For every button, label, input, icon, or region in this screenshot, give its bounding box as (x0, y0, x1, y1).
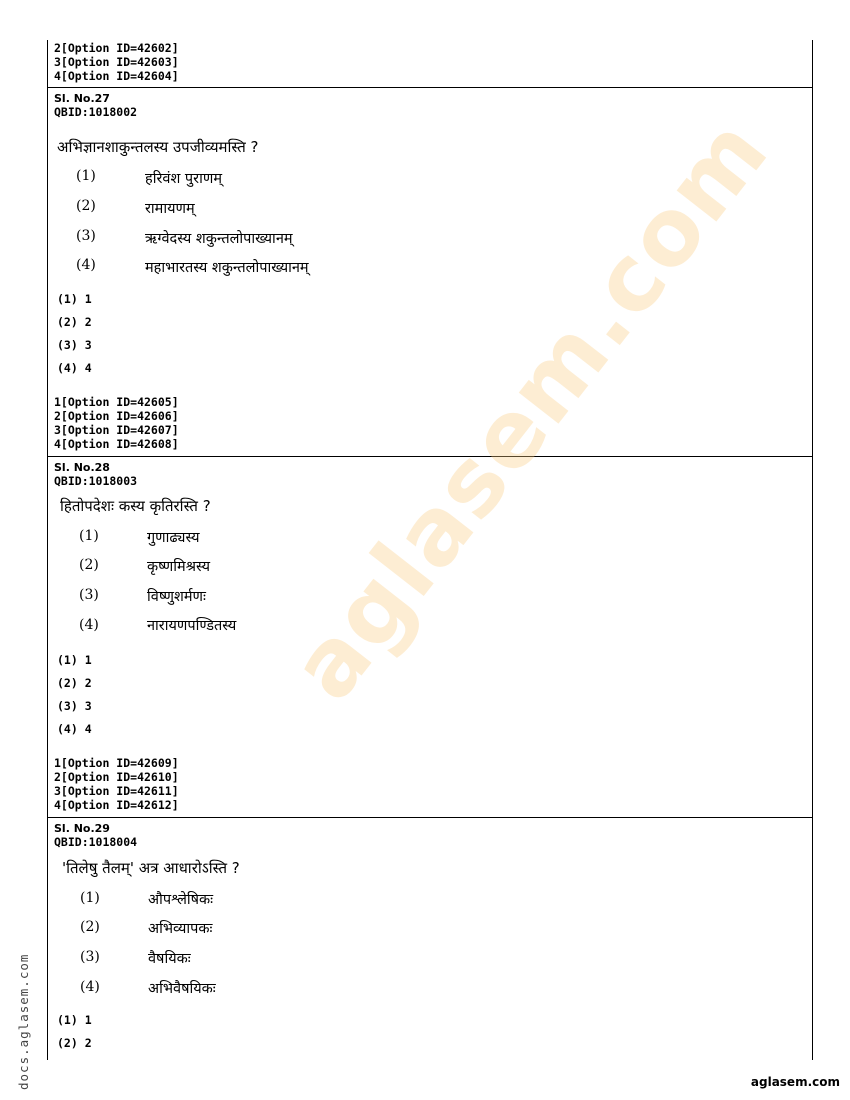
choice-text: हरिवंश पुराणम् (145, 171, 222, 187)
option-id-list (54, 41, 179, 83)
option-id: 1[Option ID=42609] (54, 756, 179, 770)
choice-number: (1) (79, 528, 99, 544)
question-text: अभिज्ञानशाकुन्तलस्य उपजीव्यमस्ति ? (57, 138, 259, 156)
divider (47, 817, 812, 818)
choice-number: (4) (80, 979, 100, 995)
choice-number: (3) (80, 949, 100, 965)
answer-option: (2) 2 (57, 1036, 92, 1050)
choice-text: अभिव्यापकः (148, 921, 213, 937)
choice-number: (4) (76, 257, 96, 273)
choice-text: ऋग्वेदस्य शकुन्तलोपाख्यानम् (145, 231, 293, 247)
option-id: 4[Option ID=42608] (54, 437, 179, 451)
choice-text: नारायणपण्डितस्य (147, 618, 237, 634)
choice-number: (1) (76, 168, 96, 184)
answer-option: (2) 2 (57, 676, 92, 690)
divider (47, 87, 812, 88)
option-id: 4[Option ID=42604] (54, 69, 179, 83)
answer-option: (2) 2 (57, 315, 92, 329)
choice-text: गुणाढ्यस्य (147, 530, 200, 546)
answer-option: (3) 3 (57, 338, 92, 352)
question-bank-id: QBID:1018002 (54, 105, 138, 119)
choice-text: औपश्लेषिकः (148, 892, 214, 908)
side-watermark: docs.aglasem.com (16, 953, 31, 1090)
option-id: 1[Option ID=42605] (54, 395, 179, 409)
option-id: 4[Option ID=42612] (54, 798, 179, 812)
choice-text: महाभारतस्य शकुन्तलोपाख्यानम् (145, 260, 309, 276)
question-text: 'तिलेषु तैलम्' अत्र आधारोऽस्ति ? (62, 859, 240, 877)
question-text: हितोपदेशः कस्य कृतिरस्ति ? (60, 497, 211, 515)
question-bank-id: QBID:1018003 (54, 474, 138, 488)
option-id: 3[Option ID=42607] (54, 423, 179, 437)
serial-number: Sl. No.27 (54, 92, 110, 105)
option-id: 3[Option ID=42603] (54, 55, 179, 69)
choice-text: विष्णुशर्मणः (147, 589, 206, 605)
choice-number: (4) (79, 617, 99, 633)
option-id: 2[Option ID=42602] (54, 41, 179, 55)
answer-option: (3) 3 (57, 699, 92, 713)
footer-site-link[interactable]: aglasem.com (750, 1075, 840, 1089)
answer-option: (4) 4 (57, 361, 92, 375)
choice-number: (3) (76, 228, 96, 244)
option-id-list (54, 395, 179, 451)
choice-number: (2) (76, 198, 96, 214)
answer-option: (1) 1 (57, 1013, 92, 1027)
choice-number: (2) (80, 919, 100, 935)
choice-text: वैषयिकः (148, 951, 191, 967)
serial-number: Sl. No.28 (54, 461, 110, 474)
choice-number: (2) (79, 557, 99, 573)
serial-number: Sl. No.29 (54, 822, 110, 835)
choice-text: कृष्णमिश्रस्य (147, 559, 211, 575)
answer-option: (1) 1 (57, 653, 92, 667)
choice-text: रामायणम् (145, 201, 195, 217)
choice-text: अभिवैषयिकः (148, 981, 216, 997)
divider (47, 456, 812, 457)
option-id-list (54, 756, 179, 812)
answer-option: (4) 4 (57, 722, 92, 736)
choice-number: (1) (80, 890, 100, 906)
option-id: 2[Option ID=42610] (54, 770, 179, 784)
option-id: 2[Option ID=42606] (54, 409, 179, 423)
choice-number: (3) (79, 587, 99, 603)
question-bank-id: QBID:1018004 (54, 835, 138, 849)
watermark: aglasem.com (270, 98, 790, 720)
answer-option: (1) 1 (57, 292, 92, 306)
option-id: 3[Option ID=42611] (54, 784, 179, 798)
